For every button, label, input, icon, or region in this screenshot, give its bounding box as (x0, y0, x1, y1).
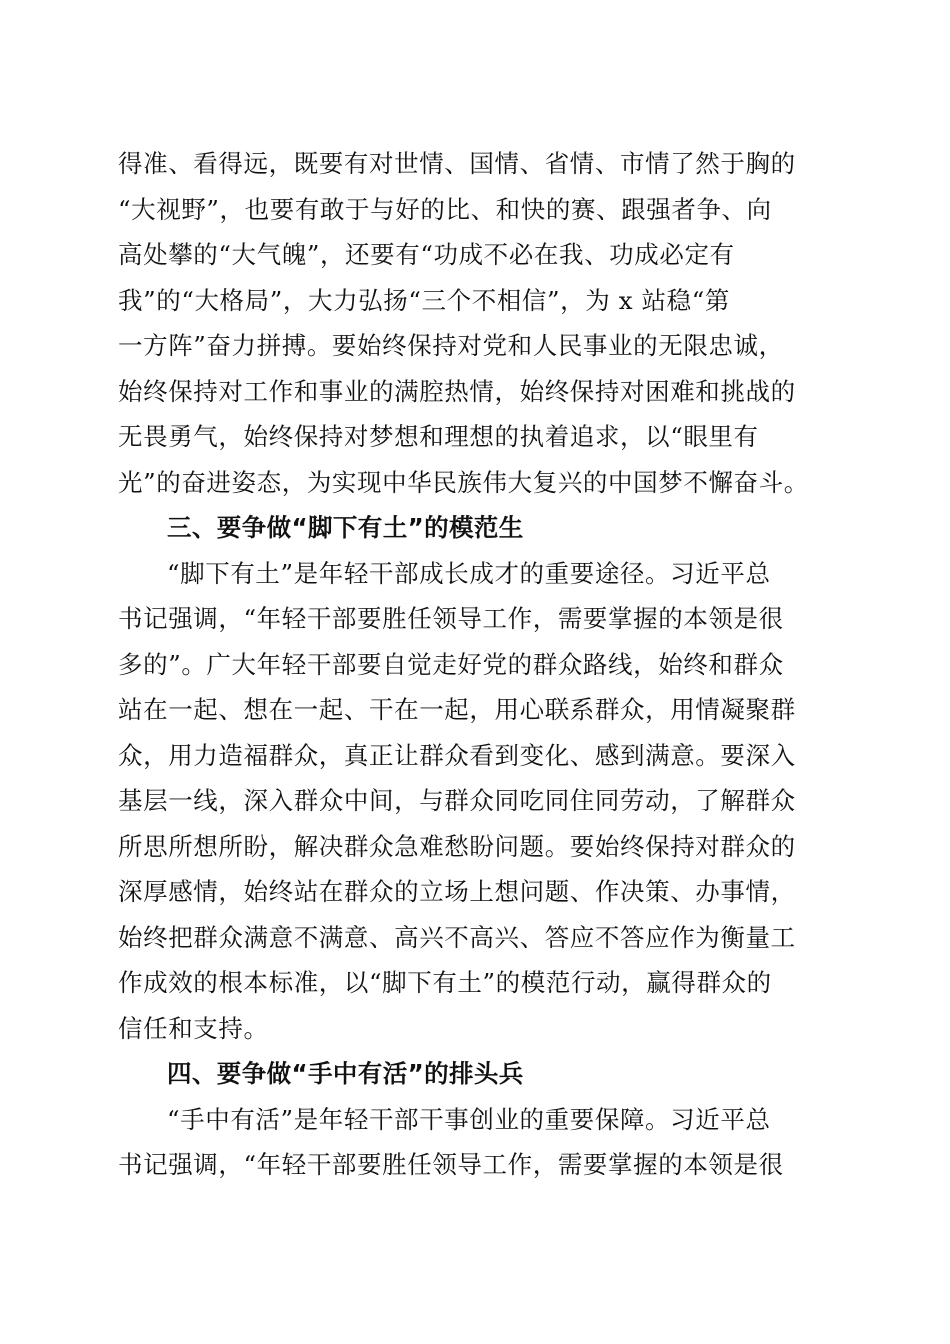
text-line: 众，用力造福群众，真正让群众看到变化、感到满意。要深入 (118, 740, 796, 770)
text-line: 站在一起、想在一起、干在一起，用心联系群众，用情凝聚群 (118, 695, 796, 724)
text-line: 基层一线，深入群众中间，与群众同吃同住同劳动，了解群众 (118, 786, 796, 815)
text-line: 作成效的根本标准，以“脚下有土”的模范行动，赢得群众的 (118, 968, 772, 997)
text-line: 无畏勇气，始终保持对梦想和理想的执着追求，以“眼里有 (118, 422, 759, 451)
text-line: 深厚感情，始终站在群众的立场上想问题、作决策、办事情， (118, 877, 796, 906)
section-3-heading: 三、要争做“脚下有土”的模范生 (167, 513, 524, 542)
text-line: 我”的“大格局”，大力弘扬“三个不相信”，为 x 站稳“第 (118, 285, 730, 315)
section-3 (118, 505, 838, 1051)
text-line: 一方阵”奋力拼搏。要始终保持对党和人民事业的无限忠诚， (118, 331, 784, 360)
text-line: “手中有活”是年轻干部干事创业的重要保障。习近平总 (167, 1104, 771, 1134)
text-line: 光”的奋进姿态，为实现中华民族伟大复兴的中国梦不懈奋斗。 (118, 467, 809, 497)
text-line: 书记强调，“年轻干部要胜任领导工作，需要掌握的本领是很 (118, 1150, 784, 1179)
text-line: 书记强调，“年轻干部要胜任领导工作，需要掌握的本领是很 (118, 604, 784, 633)
text-line: 高处攀的“大气魄”，还要有“功成不必在我、功成必定有 (118, 240, 735, 269)
text-line: “大视野”，也要有敢于与好的比、和快的赛、跟强者争、向 (118, 194, 772, 224)
text-line: 始终把群众满意不满意、高兴不高兴、答应不答应作为衡量工 (118, 922, 796, 952)
section-4-heading: 四、要争做“手中有活”的排头兵 (167, 1059, 524, 1088)
text-line: “脚下有土”是年轻干部成长成才的重要途径。习近平总 (167, 558, 771, 588)
intro-paragraph (118, 141, 838, 505)
text-line: 信任和支持。 (118, 1013, 269, 1043)
section-4 (118, 1051, 838, 1188)
text-line: 多的”。广大年轻干部要自觉走好党的群众路线，始终和群众 (118, 649, 784, 679)
text-line: 始终保持对工作和事业的满腔热情，始终保持对困难和挑战的 (118, 376, 796, 406)
text-line: 得准、看得远，既要有对世情、国情、省情、市情了然于胸的 (118, 149, 796, 178)
text-line: 所思所想所盼，解决群众急难愁盼问题。要始终保持对群众的 (118, 831, 796, 861)
